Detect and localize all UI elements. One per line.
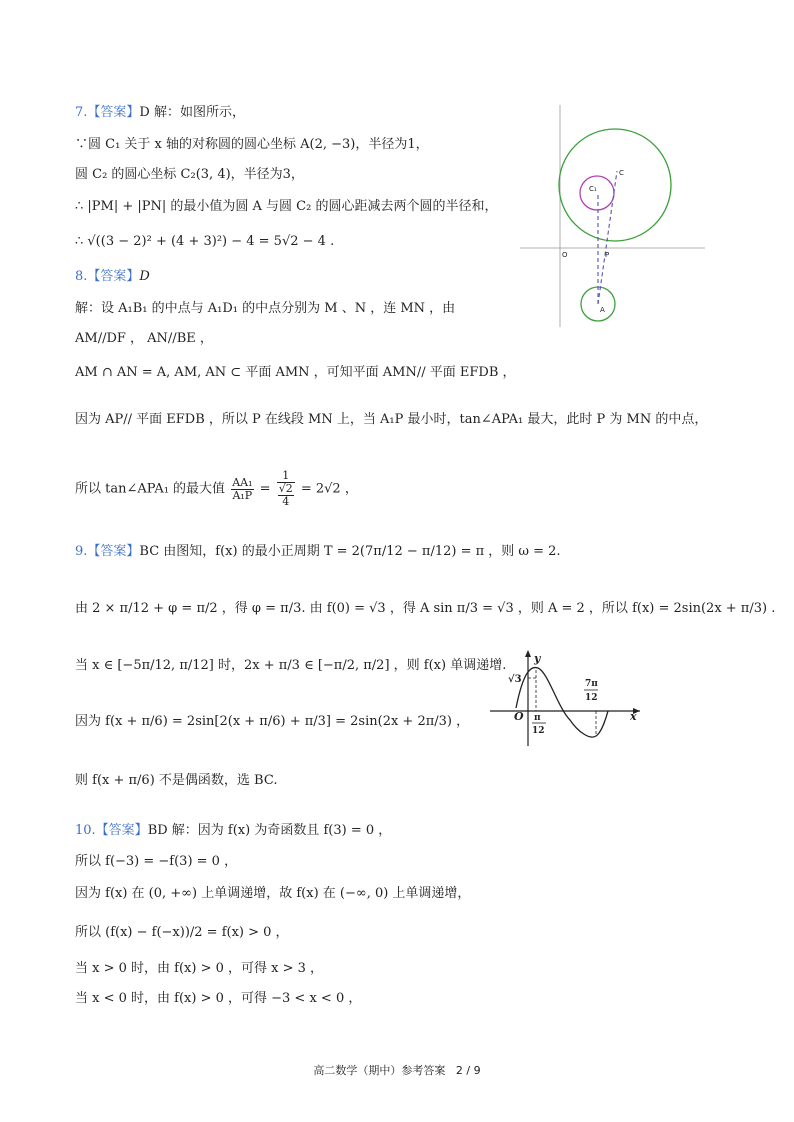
page-footer [0,1062,794,1078]
q8-line-6 [75,470,358,508]
q9-line-2: 由 2 × π/12 + φ = π/2 ，得 φ = π/3. 由 f(0) = √3 ，得 A sin π/3 = √3 ，则 A = 2 ，所以 f(x) = 2sin(2x + π/3) . [75,601,776,616]
fig7-label-o: O [562,251,568,259]
q8-fraction-2 [277,470,295,508]
fig9-label-sqrt3: √3 [508,674,522,685]
q8-frac2-den-num: √2 [278,482,293,495]
q10-line-2: 所以 f(−3) = −f(3) = 0 ， [75,854,238,869]
fig7-label-p: P [605,251,610,259]
fig7-label-c1: C₁ [589,185,597,193]
q9-answer-tag: 9.【答案】 [75,544,140,559]
footer-title: 高二数学（期中）参考答案 [313,1064,446,1077]
circle-c1 [580,176,614,210]
q10-line-1 [75,822,391,840]
q8-text-1: D [139,269,150,284]
q8-answer-tag: 8.【答案】 [75,269,140,284]
q8-line-2: 解：设 A₁B₁ 的中点与 A₁D₁ 的中点分别为 M 、N ，连 MN ，由 [75,301,456,316]
q8-frac2-den [277,483,295,508]
q10-text-1: BD 解：因为 f(x) 为奇函数且 f(3) = 0 ， [147,823,392,838]
q8-line-4: AM ∩ AN = A, AM, AN ⊂ 平面 AMN ，可知平面 AMN// 平面 EFDB ， [75,365,516,380]
fig7-label-c: C [619,169,624,177]
q8-fraction-1 [231,477,253,502]
q10-line-3: 因为 f(x) 在 (0, +∞) 上单调递增，故 f(x) 在 (−∞, 0) 上单调递增， [75,886,471,901]
q9-line-4: 因为 f(x + π/6) = 2sin[2(x + π/6) + π/3] = 2sin(2x + 2π/3) ， [75,714,470,729]
dashed-segment [598,171,617,304]
q7-answer-tag: 7.【答案】 [75,105,140,120]
q8-equals: = [259,481,271,497]
fig9-label-12a: 12 [532,726,545,736]
q8-frac-den: A₁P [232,488,253,502]
q8-line-3: AM//DF ， AN//BE ， [75,331,213,346]
q8-frac-num: AA₁ [232,475,253,489]
q8-max-prefix: 所以 tan∠APA₁ 的最大值 [75,481,226,497]
q7-line-2: ∵圆 C₁ 关于 x 轴的对称圆的圆心坐标 A(2, −3)，半径为1， [75,137,429,152]
q10-line-4: 所以 (f(x) − f(−x))/2 = f(x) > 0 ， [75,925,289,940]
q7-line-4: ∴ |PM| + |PN| 的最小值为圆 A 与圆 C₂ 的圆心距减去两个圆的半径和， [75,199,498,214]
q8-result: = 2√2 ， [300,481,358,497]
q10-line-5: 当 x > 0 时，由 f(x) > 0 ，可得 x > 3 ， [75,961,324,976]
q8-line-1 [75,268,150,286]
q8-line-5: 因为 AP// 平面 EFDB ，所以 P 在线段 MN 上，当 A₁P 最小时，tan∠APA₁ 最大，此时 P 为 MN 的中点， [75,412,708,427]
fig9-label-y: y [534,652,541,665]
q8-frac2-num: 1 [277,470,295,483]
fig9-label-x: x [630,710,637,723]
q10-answer-tag: 10.【答案】 [75,823,148,838]
q7-circle-figure [520,105,710,330]
q9-line-5: 则 f(x + π/6) 不是偶函数，选 BC. [75,773,278,788]
q9-line-1 [75,543,561,561]
q8-frac2-den-den: 4 [282,495,290,508]
fig7-label-a: A [600,306,605,314]
fig9-label-pi: π [534,713,541,723]
q9-text-1: BC 由图知，f(x) 的最小正周期 T = 2(7π/12 − π/12) = π ，则 ω = 2. [139,544,561,559]
fig9-label-o: O [514,710,524,723]
q10-line-6: 当 x < 0 时，由 f(x) > 0 ，可得 −3 < x < 0 ， [75,991,362,1006]
fig9-label-7pi: 7π [585,679,598,689]
q7-text-1: D 解：如图所示， [139,105,245,120]
q7-line-3: 圆 C₂ 的圆心坐标 C₂(3, 4)，半径为3， [75,167,304,182]
q9-sine-figure [490,648,650,748]
q7-line-1 [75,104,245,122]
q9-line-3: 当 x ∈ [−5π/12, π/12] 时，2x + π/3 ∈ [−π/2, π/2] ，则 f(x) 单调递增. [75,658,507,673]
fig9-label-12b: 12 [585,693,598,703]
footer-page-number: 2 / 9 [455,1064,481,1077]
q7-line-5: ∴ √((3 − 2)² + (4 + 3)²) − 4 = 5√2 − 4 . [75,234,335,249]
